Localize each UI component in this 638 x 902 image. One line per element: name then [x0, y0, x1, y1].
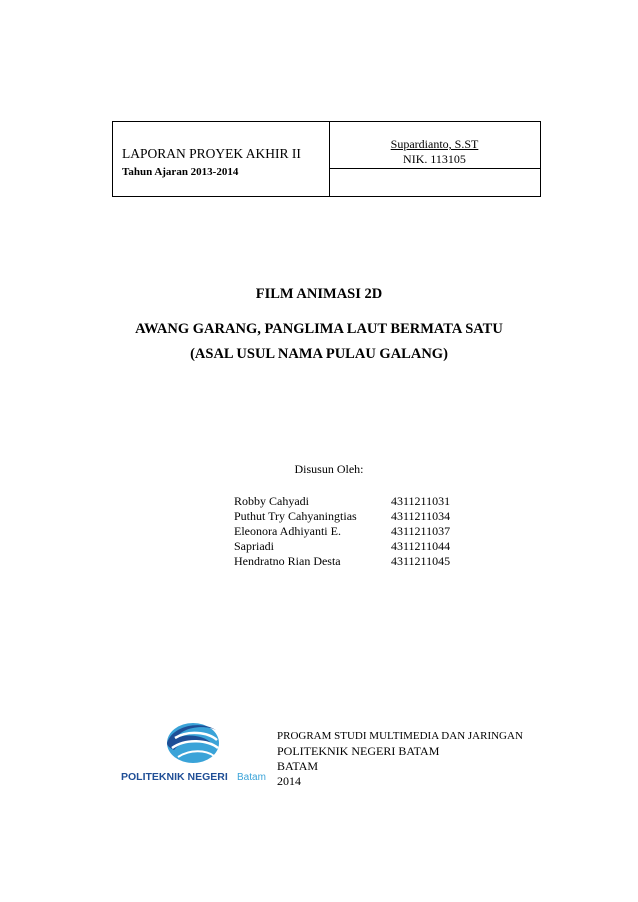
author-nim: 4311211037: [391, 524, 451, 538]
footer-city: BATAM: [277, 759, 319, 773]
logo-emblem-icon: [167, 723, 219, 763]
academic-year: Tahun Ajaran 2013-2014: [122, 166, 239, 178]
author-nim: 4311211044: [391, 539, 451, 553]
author-row: [234, 509, 474, 524]
author-nim: 4311211031: [391, 494, 451, 508]
authors-list: [234, 494, 474, 569]
report-title: LAPORAN PROYEK AKHIR II: [122, 146, 301, 161]
footer-institution: POLITEKNIK NEGERI BATAM: [277, 744, 440, 758]
author-name: Sapriadi: [234, 539, 274, 553]
footer-program: PROGRAM STUDI MULTIMEDIA DAN JARINGAN: [277, 730, 523, 742]
table-divider-horizontal: [329, 168, 540, 169]
author-nim: 4311211034: [391, 509, 451, 523]
title-line-3: (ASAL USUL NAMA PULAU GALANG): [190, 346, 448, 362]
supervisor-nik: NIK. 113105: [403, 152, 466, 166]
supervisor-name-text: Supardianto, S.ST: [390, 137, 479, 151]
author-name: Robby Cahyadi: [234, 494, 309, 508]
author-row: [234, 554, 474, 569]
footer-block: [277, 729, 523, 789]
author-name: Eleonora Adhiyanti E.: [234, 524, 341, 538]
author-row: [234, 524, 474, 539]
polibatam-logo: [120, 716, 275, 786]
author-row: [234, 494, 474, 509]
footer-year: 2014: [277, 774, 301, 788]
author-name: Puthut Try Cahyaningtias: [234, 509, 357, 523]
header-table: [112, 121, 541, 197]
logo-text-main: POLITEKNIK NEGERI: [121, 771, 228, 783]
author-row: [234, 539, 474, 554]
supervisor-name: [329, 137, 540, 152]
author-nim: 4311211045: [391, 554, 451, 568]
logo-text-city: Batam: [237, 772, 266, 783]
title-line-2: AWANG GARANG, PANGLIMA LAUT BERMATA SATU: [135, 321, 503, 337]
title-line-1: FILM ANIMASI 2D: [255, 286, 383, 302]
author-name: Hendratno Rian Desta: [234, 554, 341, 568]
authors-heading: Disusun Oleh:: [294, 462, 364, 476]
